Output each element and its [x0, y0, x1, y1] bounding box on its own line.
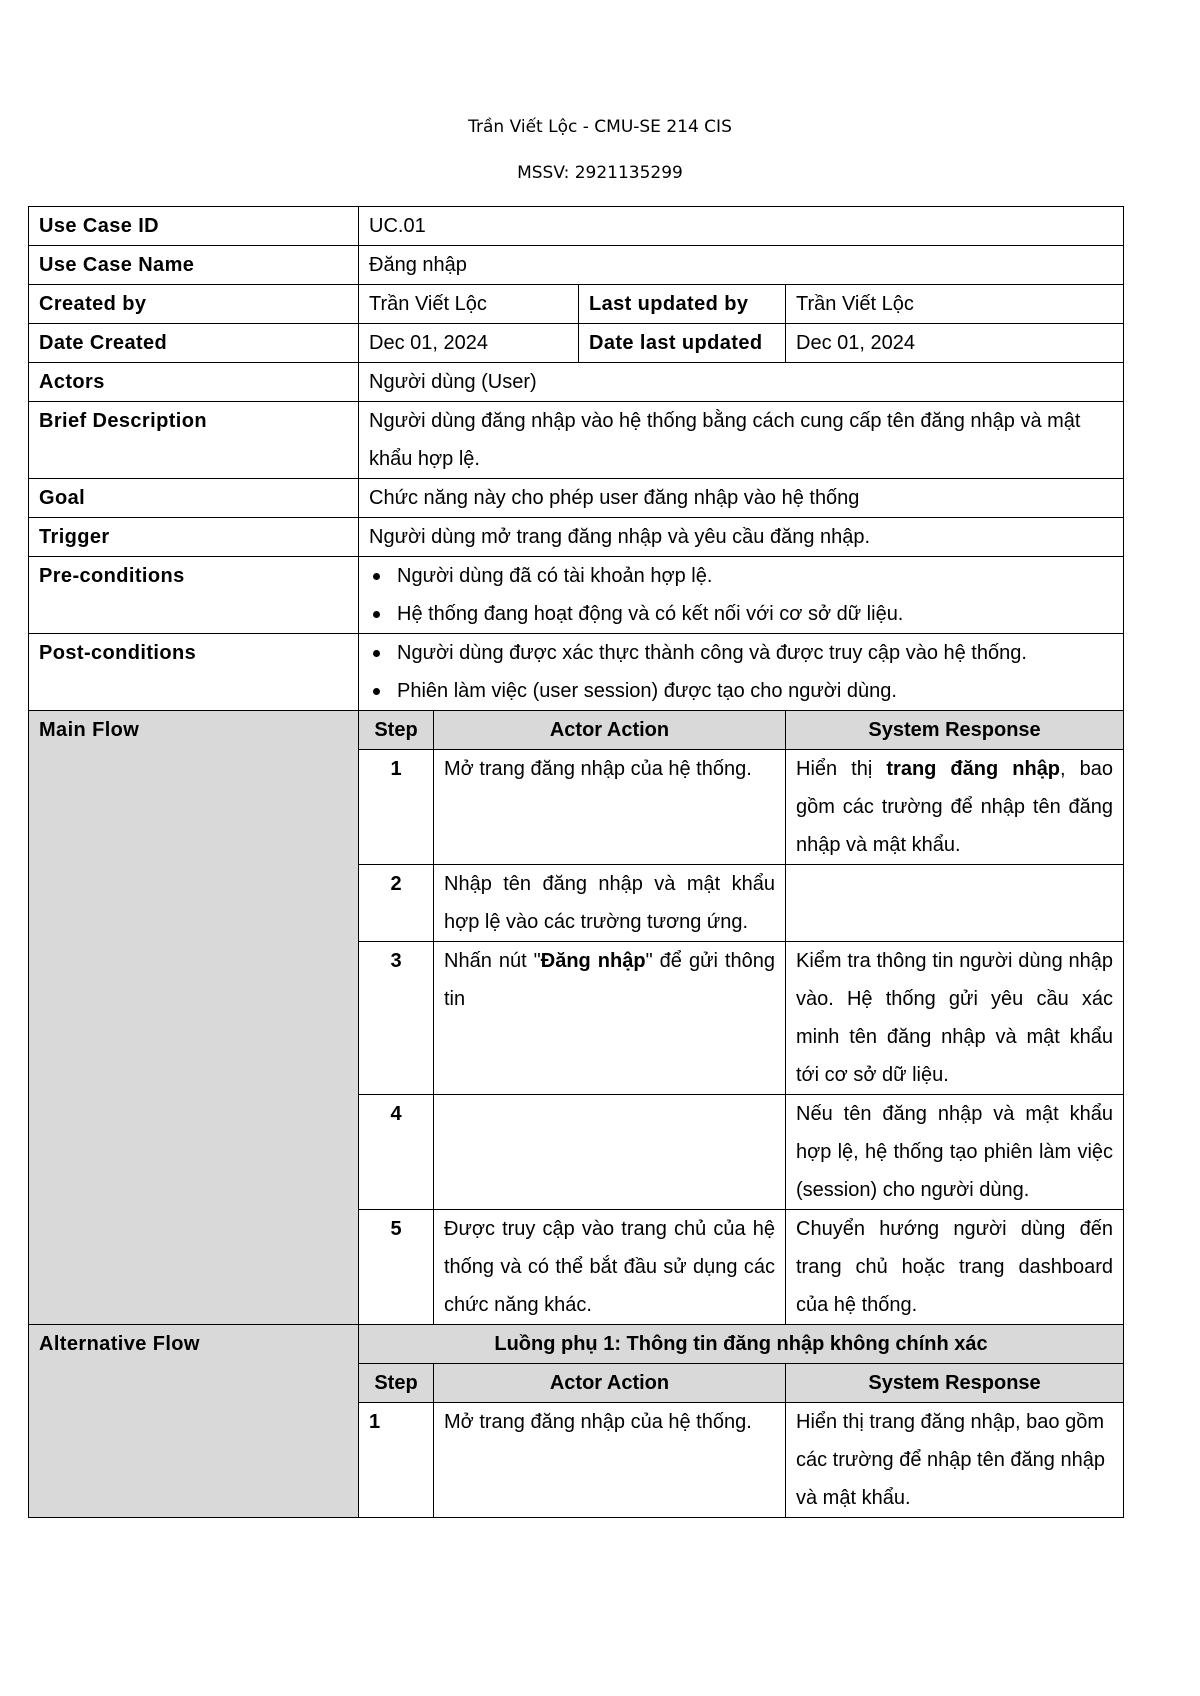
value-last-updated-by: Trần Viết Lộc: [786, 285, 1124, 324]
row-post-conditions: [29, 634, 1124, 711]
main-flow-actor-header: Actor Action: [434, 711, 786, 750]
row-date-created: [29, 324, 1124, 363]
document-header-student-id: MSSV: 2921135299: [517, 163, 683, 183]
value-use-case-name: Đăng nhập: [359, 246, 1124, 285]
row-pre-conditions: [29, 557, 1124, 634]
bold-text-segment: trang đăng nhập: [886, 758, 1061, 780]
label-use-case-name: Use Case Name: [29, 246, 359, 285]
alt-flow-actor-action: Mở trang đăng nhập của hệ thống.: [434, 1403, 786, 1518]
row-trigger: [29, 518, 1124, 557]
text-segment: Nhấn nút ": [444, 950, 541, 972]
label-date-created: Date Created: [29, 324, 359, 363]
main-flow-step: 2: [359, 865, 434, 942]
row-created-by: [29, 285, 1124, 324]
label-last-updated-by: Last updated by: [579, 285, 786, 324]
main-flow-system-response: Kiểm tra thông tin người dùng nhập vào. Hệ thống gửi yêu cầu xác minh tên đăng nhập và mật khẩu tới cơ sở dữ liệu.: [786, 942, 1124, 1095]
pre-condition-item: Người dùng đã có tài khoản hợp lệ.: [397, 557, 1113, 595]
text-segment: " để gửi thông tin: [444, 950, 775, 1010]
row-brief-description: [29, 402, 1124, 479]
row-use-case-id: [29, 207, 1124, 246]
main-flow-actor-action: Mở trang đăng nhập của hệ thống.: [434, 750, 786, 865]
alt-flow-system-response: Hiển thị trang đăng nhập, bao gồm các trường để nhập tên đăng nhập và mật khẩu.: [786, 1403, 1124, 1518]
main-flow-header-row: [29, 711, 1124, 750]
main-flow-actor-action: [434, 942, 786, 1095]
label-trigger: Trigger: [29, 518, 359, 557]
main-flow-system-header: System Response: [786, 711, 1124, 750]
label-created-by: Created by: [29, 285, 359, 324]
post-condition-item: Người dùng được xác thực thành công và được truy cập vào hệ thống.: [397, 634, 1113, 672]
value-post-conditions: [359, 634, 1124, 711]
post-condition-item: Phiên làm việc (user session) được tạo cho người dùng.: [397, 672, 1113, 710]
value-use-case-id: UC.01: [359, 207, 1124, 246]
text-segment: , bao gồm các trường để nhập tên đăng nhập và mật khẩu.: [796, 758, 1114, 856]
document-header-author: Trần Viết Lộc - CMU-SE 214 CIS: [468, 117, 732, 137]
label-post-conditions: Post-conditions: [29, 634, 359, 711]
alt-flow-title-row: [29, 1325, 1124, 1364]
value-brief-description: Người dùng đăng nhập vào hệ thống bằng cách cung cấp tên đăng nhập và mật khẩu hợp lệ.: [359, 402, 1124, 479]
main-flow-actor-action: [434, 1095, 786, 1210]
main-flow-actor-action: Được truy cập vào trang chủ của hệ thống và có thể bắt đầu sử dụng các chức năng khác.: [434, 1210, 786, 1325]
alt-flow-step-header: Step: [359, 1364, 434, 1403]
use-case-table: [28, 206, 1124, 1518]
main-flow-system-response: Chuyển hướng người dùng đến trang chủ hoặc trang dashboard của hệ thống.: [786, 1210, 1124, 1325]
value-created-by: Trần Viết Lộc: [359, 285, 579, 324]
text-segment: Hiển thị: [796, 758, 887, 780]
alt-flow-actor-header: Actor Action: [434, 1364, 786, 1403]
value-date-created: Dec 01, 2024: [359, 324, 579, 363]
main-flow-step: 1: [359, 750, 434, 865]
main-flow-step: 3: [359, 942, 434, 1095]
label-main-flow: Main Flow: [29, 711, 359, 1325]
row-actors: [29, 363, 1124, 402]
value-goal: Chức năng này cho phép user đăng nhập vào hệ thống: [359, 479, 1124, 518]
row-use-case-name: [29, 246, 1124, 285]
label-use-case-id: Use Case ID: [29, 207, 359, 246]
main-flow-step: 4: [359, 1095, 434, 1210]
pre-condition-item: Hệ thống đang hoạt động và có kết nối với cơ sở dữ liệu.: [397, 595, 1113, 633]
label-brief-description: Brief Description: [29, 402, 359, 479]
alt-flow-title: Luồng phụ 1: Thông tin đăng nhập không chính xác: [359, 1325, 1124, 1364]
alt-flow-system-header: System Response: [786, 1364, 1124, 1403]
value-date-last-updated: Dec 01, 2024: [786, 324, 1124, 363]
main-flow-step-header: Step: [359, 711, 434, 750]
main-flow-system-response: [786, 750, 1124, 865]
label-actors: Actors: [29, 363, 359, 402]
label-goal: Goal: [29, 479, 359, 518]
row-goal: [29, 479, 1124, 518]
main-flow-system-response: Nếu tên đăng nhập và mật khẩu hợp lệ, hệ thống tạo phiên làm việc (session) cho người dùng.: [786, 1095, 1124, 1210]
label-date-last-updated: Date last updated: [579, 324, 786, 363]
value-trigger: Người dùng mở trang đăng nhập và yêu cầu đăng nhập.: [359, 518, 1124, 557]
value-actors: Người dùng (User): [359, 363, 1124, 402]
main-flow-system-response: [786, 865, 1124, 942]
label-alternative-flow: Alternative Flow: [29, 1325, 359, 1518]
main-flow-actor-action: Nhập tên đăng nhập và mật khẩu hợp lệ vào các trường tương ứng.: [434, 865, 786, 942]
value-pre-conditions: [359, 557, 1124, 634]
bold-text-segment: Đăng nhập: [540, 950, 646, 972]
alt-flow-step: 1: [359, 1403, 434, 1518]
label-pre-conditions: Pre-conditions: [29, 557, 359, 634]
main-flow-step: 5: [359, 1210, 434, 1325]
